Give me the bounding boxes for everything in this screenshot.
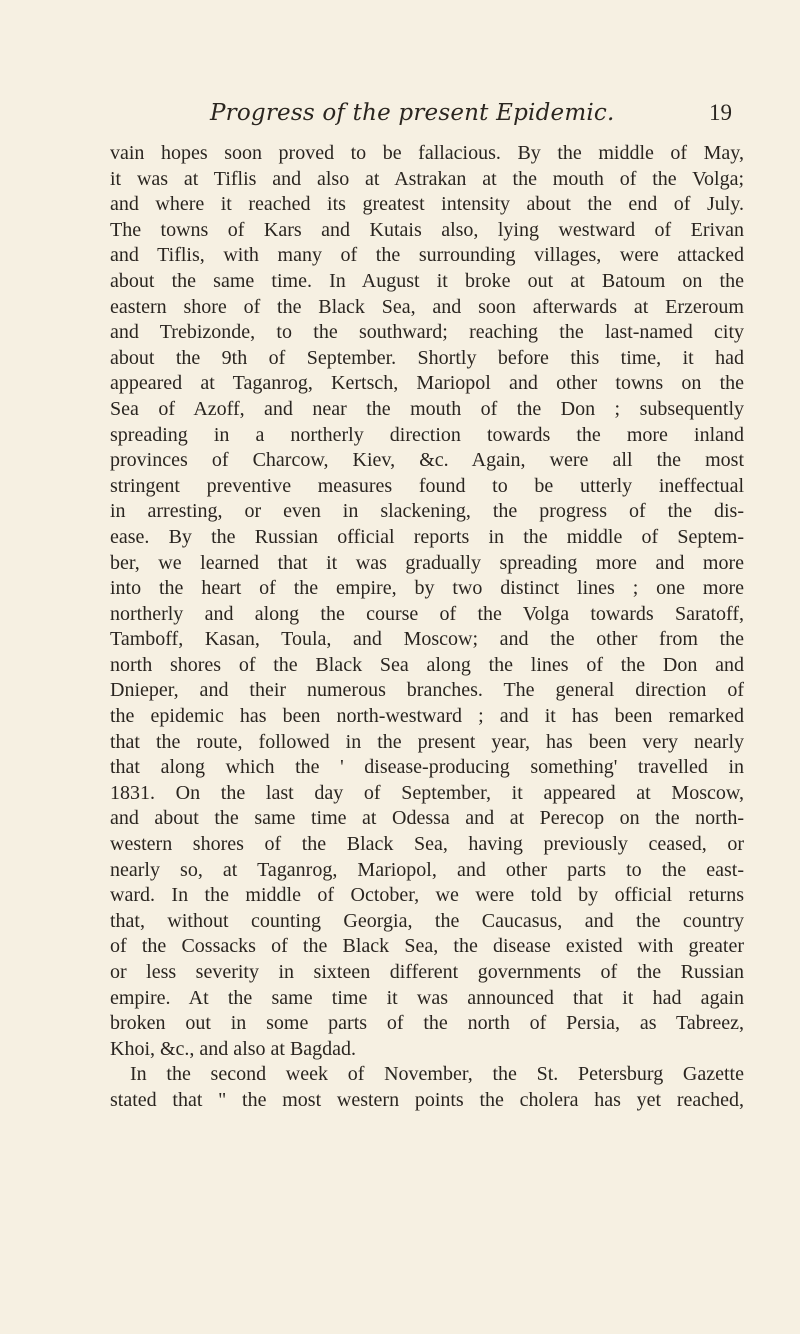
- text-line: stated that " the most western points the cholera has yet reached,: [110, 1088, 744, 1111]
- text-line: In the second week of November, the St. Petersburg Gazette: [130, 1063, 744, 1086]
- text-line: Dnieper, and their numerous branches. The general direction of: [110, 679, 744, 702]
- text-line: that the route, followed in the present year, has been very nearly: [110, 730, 744, 753]
- text-line: that, without counting Georgia, the Caucasus, and the country: [110, 909, 744, 932]
- text-line: ber, we learned that it was gradually spreading more and more: [110, 551, 744, 574]
- text-line: northerly and along the course of the Volga towards Saratoff,: [110, 602, 744, 625]
- text-line: north shores of the Black Sea along the lines of the Don and: [110, 653, 744, 676]
- text-line: that along which the ' disease-producing something' travelled in: [110, 756, 744, 779]
- text-line: of the Cossacks of the Black Sea, the disease existed with greater: [110, 935, 744, 958]
- running-title: Progress of the present Epidemic.: [210, 100, 615, 126]
- text-line: Sea of Azoff, and near the mouth of the Don ; subsequently: [110, 397, 744, 420]
- text-line: nearly so, at Taganrog, Mariopol, and other parts to the east-: [110, 858, 744, 881]
- text-line: and Tiflis, with many of the surrounding villages, were attacked: [110, 244, 744, 267]
- text-line: in arresting, or even in slackening, the progress of the dis-: [110, 500, 744, 523]
- text-line: stringent preventive measures found to be utterly ineffectual: [110, 474, 744, 497]
- text-line: Khoi, &c., and also at Bagdad.: [110, 1037, 357, 1060]
- page-number: 19: [709, 100, 732, 125]
- text-line: the epidemic has been north-westward ; and it has been remarked: [110, 705, 744, 728]
- text-line: into the heart of the empire, by two distinct lines ; one more: [110, 577, 744, 600]
- text-line: Tamboff, Kasan, Toula, and Moscow; and the other from the: [110, 628, 744, 651]
- text-line: ward. In the middle of October, we were told by official returns: [110, 884, 744, 907]
- text-line: and where it reached its greatest intensity about the end of July.: [110, 193, 744, 216]
- text-line: about the 9th of September. Shortly before this time, it had: [110, 346, 744, 369]
- text-line: and about the same time at Odessa and at Perecop on the north-: [110, 807, 744, 830]
- text-line: it was at Tiflis and also at Astrakan at the mouth of the Volga;: [110, 167, 744, 190]
- text-line: western shores of the Black Sea, having previously ceased, or: [110, 833, 744, 856]
- text-line: 1831. On the last day of September, it appeared at Moscow,: [110, 781, 744, 804]
- text-line: eastern shore of the Black Sea, and soon afterwards at Erzeroum: [110, 295, 744, 318]
- text-line: ease. By the Russian official reports in the middle of Septem-: [110, 525, 744, 548]
- text-line: about the same time. In August it broke out at Batoum on the: [110, 269, 744, 292]
- text-line: broken out in some parts of the north of Persia, as Tabreez,: [110, 1012, 744, 1035]
- text-line: and Trebizonde, to the southward; reaching the last-named city: [110, 321, 744, 344]
- text-line: provinces of Charcow, Kiev, &c. Again, were all the most: [110, 449, 744, 472]
- text-line: spreading in a northerly direction towards the more inland: [110, 423, 744, 446]
- text-line: appeared at Taganrog, Kertsch, Mariopol and other towns on the: [110, 372, 744, 395]
- body-text: [110, 141, 744, 1114]
- text-line: The towns of Kars and Kutais also, lying westward of Erivan: [110, 218, 744, 241]
- text-line: or less severity in sixteen different governments of the Russian: [110, 961, 744, 983]
- text-line: vain hopes soon proved to be fallacious. By the middle of May,: [110, 142, 744, 164]
- page-header: [120, 100, 740, 136]
- text-line: empire. At the same time it was announced that it had again: [110, 986, 744, 1009]
